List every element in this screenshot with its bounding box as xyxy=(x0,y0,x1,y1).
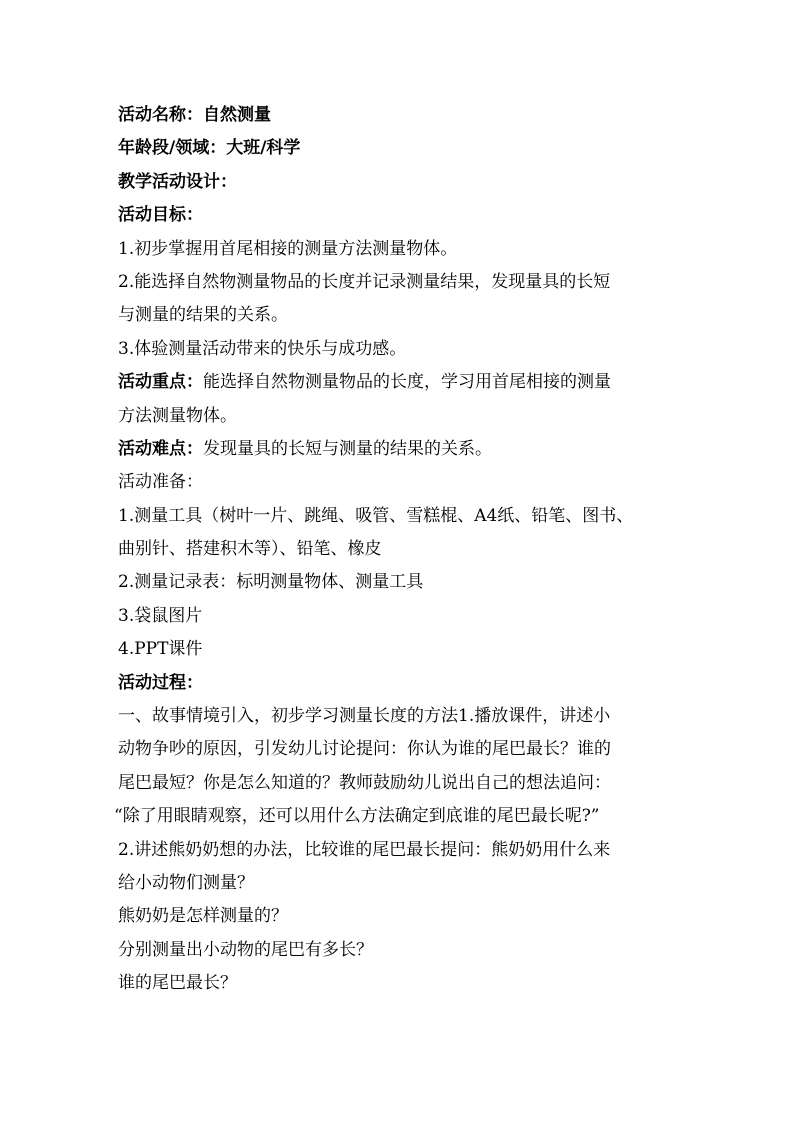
difficulty-line xyxy=(118,433,678,466)
process-line3: 尾巴最短？你是怎么知道的？教师鼓励幼儿说出自己的想法追问： xyxy=(118,772,611,793)
difficulty-text: 发现量具的长短与测量的结果的关系。 xyxy=(203,438,492,459)
process-line8: 分别测量出小动物的尾巴有多长？ xyxy=(118,939,373,960)
goals-heading: 活动目标： xyxy=(118,205,203,226)
prep-4: 4.PPT课件 xyxy=(118,639,203,660)
process-line1: 一、故事情境引入，初步学习测量长度的方法1.播放课件，讲述小 xyxy=(118,706,611,727)
process-line7: 熊奶奶是怎样测量的？ xyxy=(118,906,288,927)
goal-1: 1.初步掌握用首尾相接的测量方法测量物体。 xyxy=(118,238,458,259)
design-heading: 教学活动设计： xyxy=(118,171,237,192)
prep-1-line2: 曲别针、搭建积木等）、铅笔、橡皮 xyxy=(118,539,382,560)
process-line2: 动物争吵的原因，引发幼儿讨论提问：你认为谁的尾巴最长？谁的 xyxy=(118,739,611,760)
goal-2-line1: 2.能选择自然物测量物品的长度并记录测量结果，发现量具的长短 xyxy=(118,271,611,292)
prep-1-line1: 1.测量工具（树叶一片、跳绳、吸管、雪糕棍、A4纸、铅笔、图书、 xyxy=(118,505,634,526)
goal-3: 3.体验测量活动带来的快乐与成功感。 xyxy=(118,338,407,359)
key-point-label: 活动重点： xyxy=(118,372,203,393)
key-point-line2: 方法测量物体。 xyxy=(118,405,237,426)
process-line6: 给小动物们测量？ xyxy=(118,872,254,893)
prep-3: 3.袋鼠图片 xyxy=(118,605,203,626)
goal-2-line2: 与测量的结果的关系。 xyxy=(118,305,288,326)
key-point-text: 能选择自然物测量物品的长度，学习用首尾相接的测量 xyxy=(203,372,611,393)
prep-2: 2.测量记录表：标明测量物体、测量工具 xyxy=(118,572,424,593)
age-domain: 年龄段/领域：大班/科学 xyxy=(118,138,301,159)
difficulty-label: 活动难点： xyxy=(118,438,203,459)
process-heading: 活动过程： xyxy=(118,672,203,693)
process-line9: 谁的尾巴最长？ xyxy=(118,973,237,994)
activity-name: 活动名称：自然测量 xyxy=(118,105,271,125)
process-line4: “除了用眼睛观察，还可以用什么方法确定到底谁的尾巴最长呢?” xyxy=(114,806,600,827)
key-point-line1 xyxy=(118,366,678,399)
prep-heading: 活动准备： xyxy=(118,472,203,493)
process-line5: 2.讲述熊奶奶想的办法，比较谁的尾巴最长提问：熊奶奶用什么来 xyxy=(118,839,611,860)
document-page xyxy=(114,99,678,1001)
